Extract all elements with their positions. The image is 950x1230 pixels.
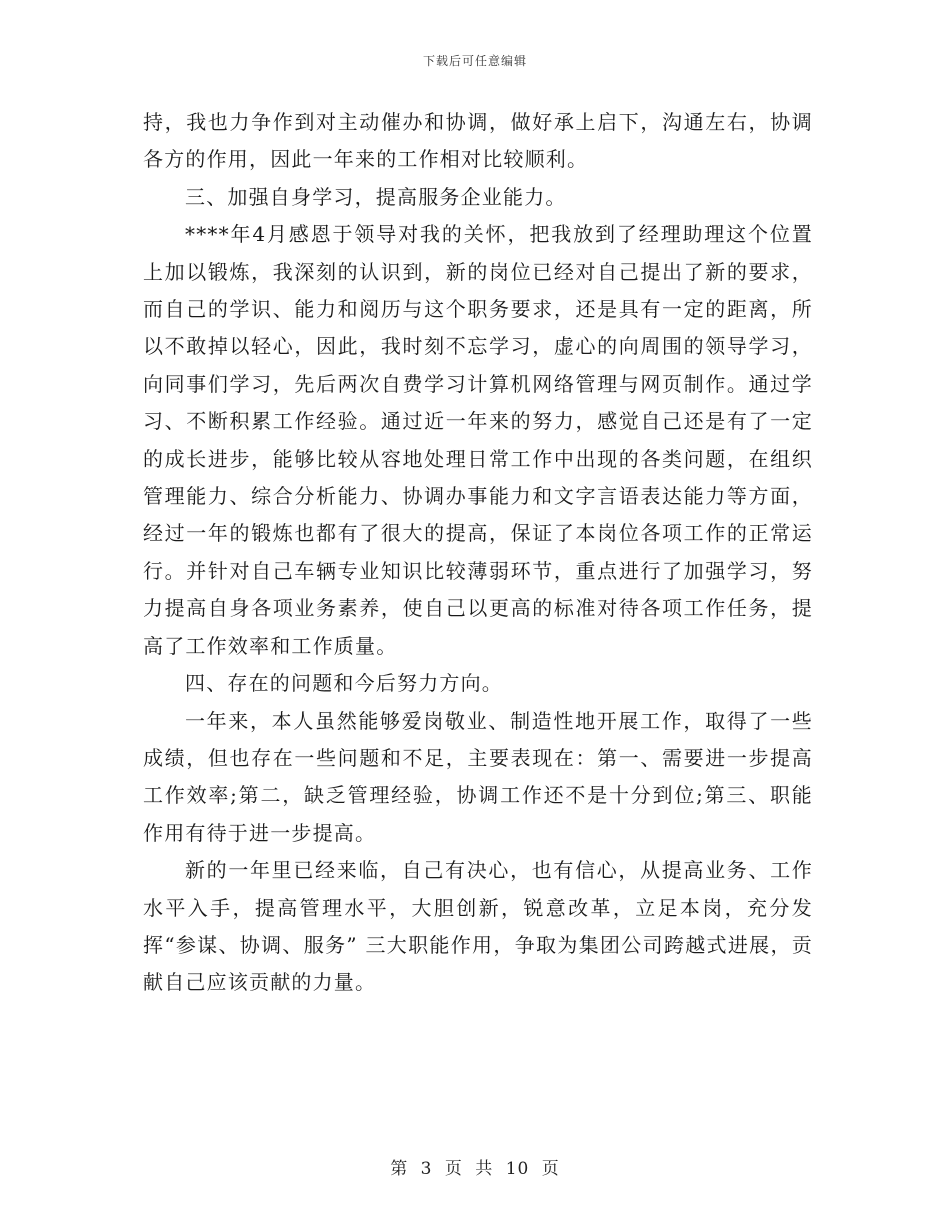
paragraph-continuation: 持，我也力争作到对主动催办和协调，做好承上启下，沟通左右，协调各方的作用，因此一年来的工作相对比较顺利。 <box>143 110 813 172</box>
document-body <box>143 104 813 1002</box>
paragraph-new-year: 新的一年里已经来临，自己有决心，也有信心，从提高业务、工作水平入手，提高管理水平，大胆创新，锐意改革，立足本岗，充分发挥“参谋、协调、服务” 三大职能作用，争取为集团公司跨越式进展，贡献自己应该贡献的力量。 <box>143 858 813 995</box>
paragraph-problems: 一年来，本人虽然能够爱岗敬业、制造性地开展工作，取得了一些成绩，但也存在一些问题和不足，主要表现在：第一、需要进一步提高工作效率;第二，缺乏管理经验，协调工作还不是十分到位;第三、职能作用有待于进一步提高。 <box>143 708 813 845</box>
page-header-note: 下载后可任意编辑 <box>422 54 527 68</box>
page-number-footer: 第 3 页 共 10 页 <box>390 1159 560 1179</box>
section-heading-four: 四、存在的问题和今后努力方向。 <box>185 671 503 696</box>
section-heading-three: 三、加强自身学习，提高服务企业能力。 <box>185 184 567 209</box>
paragraph-self-study: ****年4月感恩于领导对我的关怀，把我放到了经理助理这个位置上加以锻炼，我深刻的认识到，新的岗位已经对自己提出了新的要求，而自己的学识、能力和阅历与这个职务要求，还是具有一定的距离，所以不敢掉以轻心，因此，我时刻不忘学习，虚心的向周围的领导学习，向同事们学习，先后两次自费学习计算机网络管理与网页制作。通过学习、不断积累工作经验。通过近一年来的努力，感觉自己还是有了一定的成长进步，能够比较从容地处理日常工作中出现的各类问题，在组织管理能力、综合分析能力、协调办事能力和文字言语表达能力等方面，经过一年的锻炼也都有了很大的提高，保证了本岗位各项工作的正常运行。并针对自己车辆专业知识比较薄弱环节，重点进行了加强学习，努力提高自身各项业务素养，使自己以更高的标准对待各项工作任务，提高了工作效率和工作质量。 <box>143 222 813 658</box>
